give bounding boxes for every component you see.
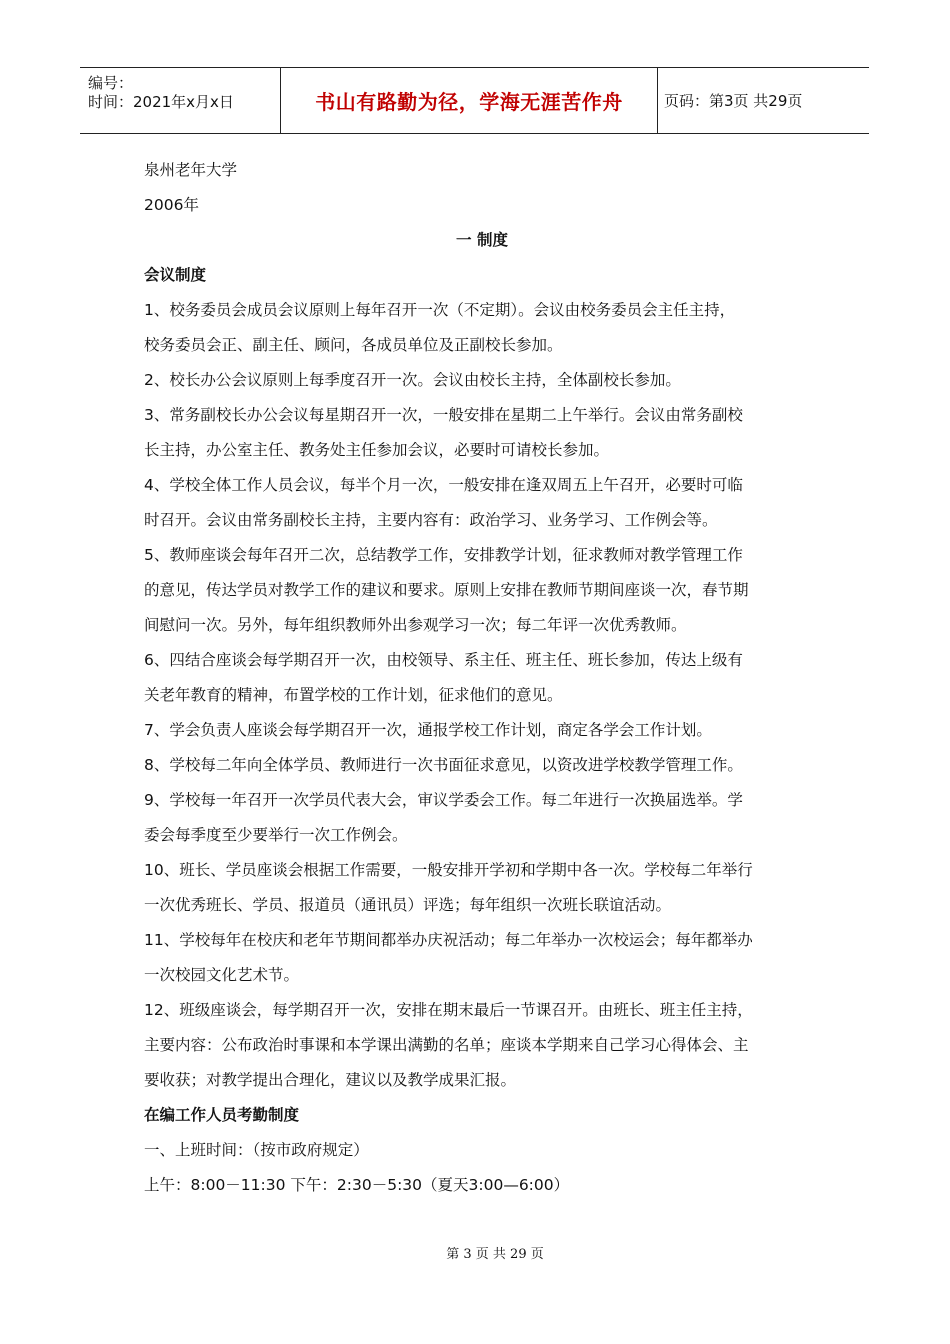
- paragraph-line: 4、学校全体工作人员会议，每半个月一次，一般安排在逢双周五上午召开，必要时可临: [144, 476, 743, 494]
- paragraph-line: 11、学校每年在校庆和老年节期间都举办庆祝活动；每二年举办一次校运会；每年都举办: [144, 931, 753, 949]
- footer-page-number: 第 3 页 共 29 页: [446, 1247, 544, 1262]
- paragraph-line: 关老年教育的精神，布置学校的工作计划，征求他们的意见。: [144, 686, 563, 704]
- paragraph-line: 时召开。会议由常务副校长主持，主要内容有：政治学习、业务学习、工作例会等。: [144, 511, 718, 529]
- section-heading-meeting-rules: 会议制度: [144, 266, 207, 284]
- header-meta: [80, 68, 281, 133]
- paragraph-line: 一次优秀班长、学员、报道员（通讯员）评选；每年组织一次班长联谊活动。: [144, 896, 672, 914]
- document-year: 2006年: [144, 196, 199, 214]
- paragraph-line: 要收获；对教学提出合理化，建议以及教学成果汇报。: [144, 1071, 517, 1089]
- motto-text: 书山有路勤为径，学海无涯苦作舟: [315, 90, 623, 114]
- paragraph-line: 一、上班时间：（按市政府规定）: [144, 1141, 369, 1159]
- date-label: 时间：2021年x月x日: [88, 93, 234, 111]
- paragraph-line: 一次校园文化艺术节。: [144, 966, 300, 984]
- paragraph-line: 12、班级座谈会，每学期召开一次，安排在期末最后一节课召开。由班长、班主任主持，: [144, 1001, 753, 1019]
- motto-banner: [281, 68, 658, 133]
- paragraph-line: 间慰问一次。另外，每年组织教师外出参观学习一次；每二年评一次优秀教师。: [144, 616, 687, 634]
- paragraph-line: 长主持，办公室主任、教务处主任参加会议，必要时可请校长参加。: [144, 441, 610, 459]
- page-header: [80, 67, 869, 134]
- paragraph-line: 主要内容：公布政治时事课和本学课出满勤的名单；座谈本学期来自己学习心得体会、主: [144, 1036, 749, 1054]
- page-footer: [0, 1243, 950, 1262]
- paragraph-line: 上午：8:00－11:30 下午：2:30－5:30（夏天3:00—6:00）: [144, 1176, 570, 1194]
- school-name: 泉州老年大学: [144, 161, 238, 179]
- chapter-title: 一 制度: [456, 231, 508, 249]
- paragraph-line: 3、常务副校长办公会议每星期召开一次，一般安排在星期二上午举行。会议由常务副校: [144, 406, 743, 424]
- page-info-text: 页码：第3页 共29页: [664, 92, 803, 110]
- serial-number-label: 编号：: [88, 74, 134, 92]
- paragraph-line: 的意见，传达学员对教学工作的建议和要求。原则上安排在教师节期间座谈一次，春节期: [144, 581, 749, 599]
- paragraph-line: 9、学校每一年召开一次学员代表大会，审议学委会工作。每二年进行一次换届选举。学: [144, 791, 743, 809]
- paragraph-line: 1、校务委员会成员会议原则上每年召开一次（不定期）。会议由校务委员会主任主持，: [144, 301, 736, 319]
- paragraph-line: 6、四结合座谈会每学期召开一次，由校领导、系主任、班主任、班长参加，传达上级有: [144, 651, 743, 669]
- paragraph-line: 校务委员会正、副主任、顾问，各成员单位及正副校长参加。: [144, 336, 563, 354]
- paragraph-line: 5、教师座谈会每年召开二次，总结教学工作，安排教学计划，征求教师对教学管理工作: [144, 546, 743, 564]
- header-page-info: [658, 68, 869, 133]
- paragraph-line: 2、校长办公会议原则上每季度召开一次。会议由校长主持，全体副校长参加。: [144, 371, 681, 389]
- paragraph-line: 8、学校每二年向全体学员、教师进行一次书面征求意见，以资改进学校教学管理工作。: [144, 756, 743, 774]
- paragraph-line: 委会每季度至少要举行一次工作例会。: [144, 826, 408, 844]
- section-heading-attendance-rules: 在编工作人员考勤制度: [144, 1106, 300, 1124]
- document-body: [144, 153, 810, 1203]
- paragraph-line: 10、班长、学员座谈会根据工作需要，一般安排开学初和学期中各一次。学校每二年举行: [144, 861, 753, 879]
- paragraph-line: 7、学会负责人座谈会每学期召开一次，通报学校工作计划，商定各学会工作计划。: [144, 721, 712, 739]
